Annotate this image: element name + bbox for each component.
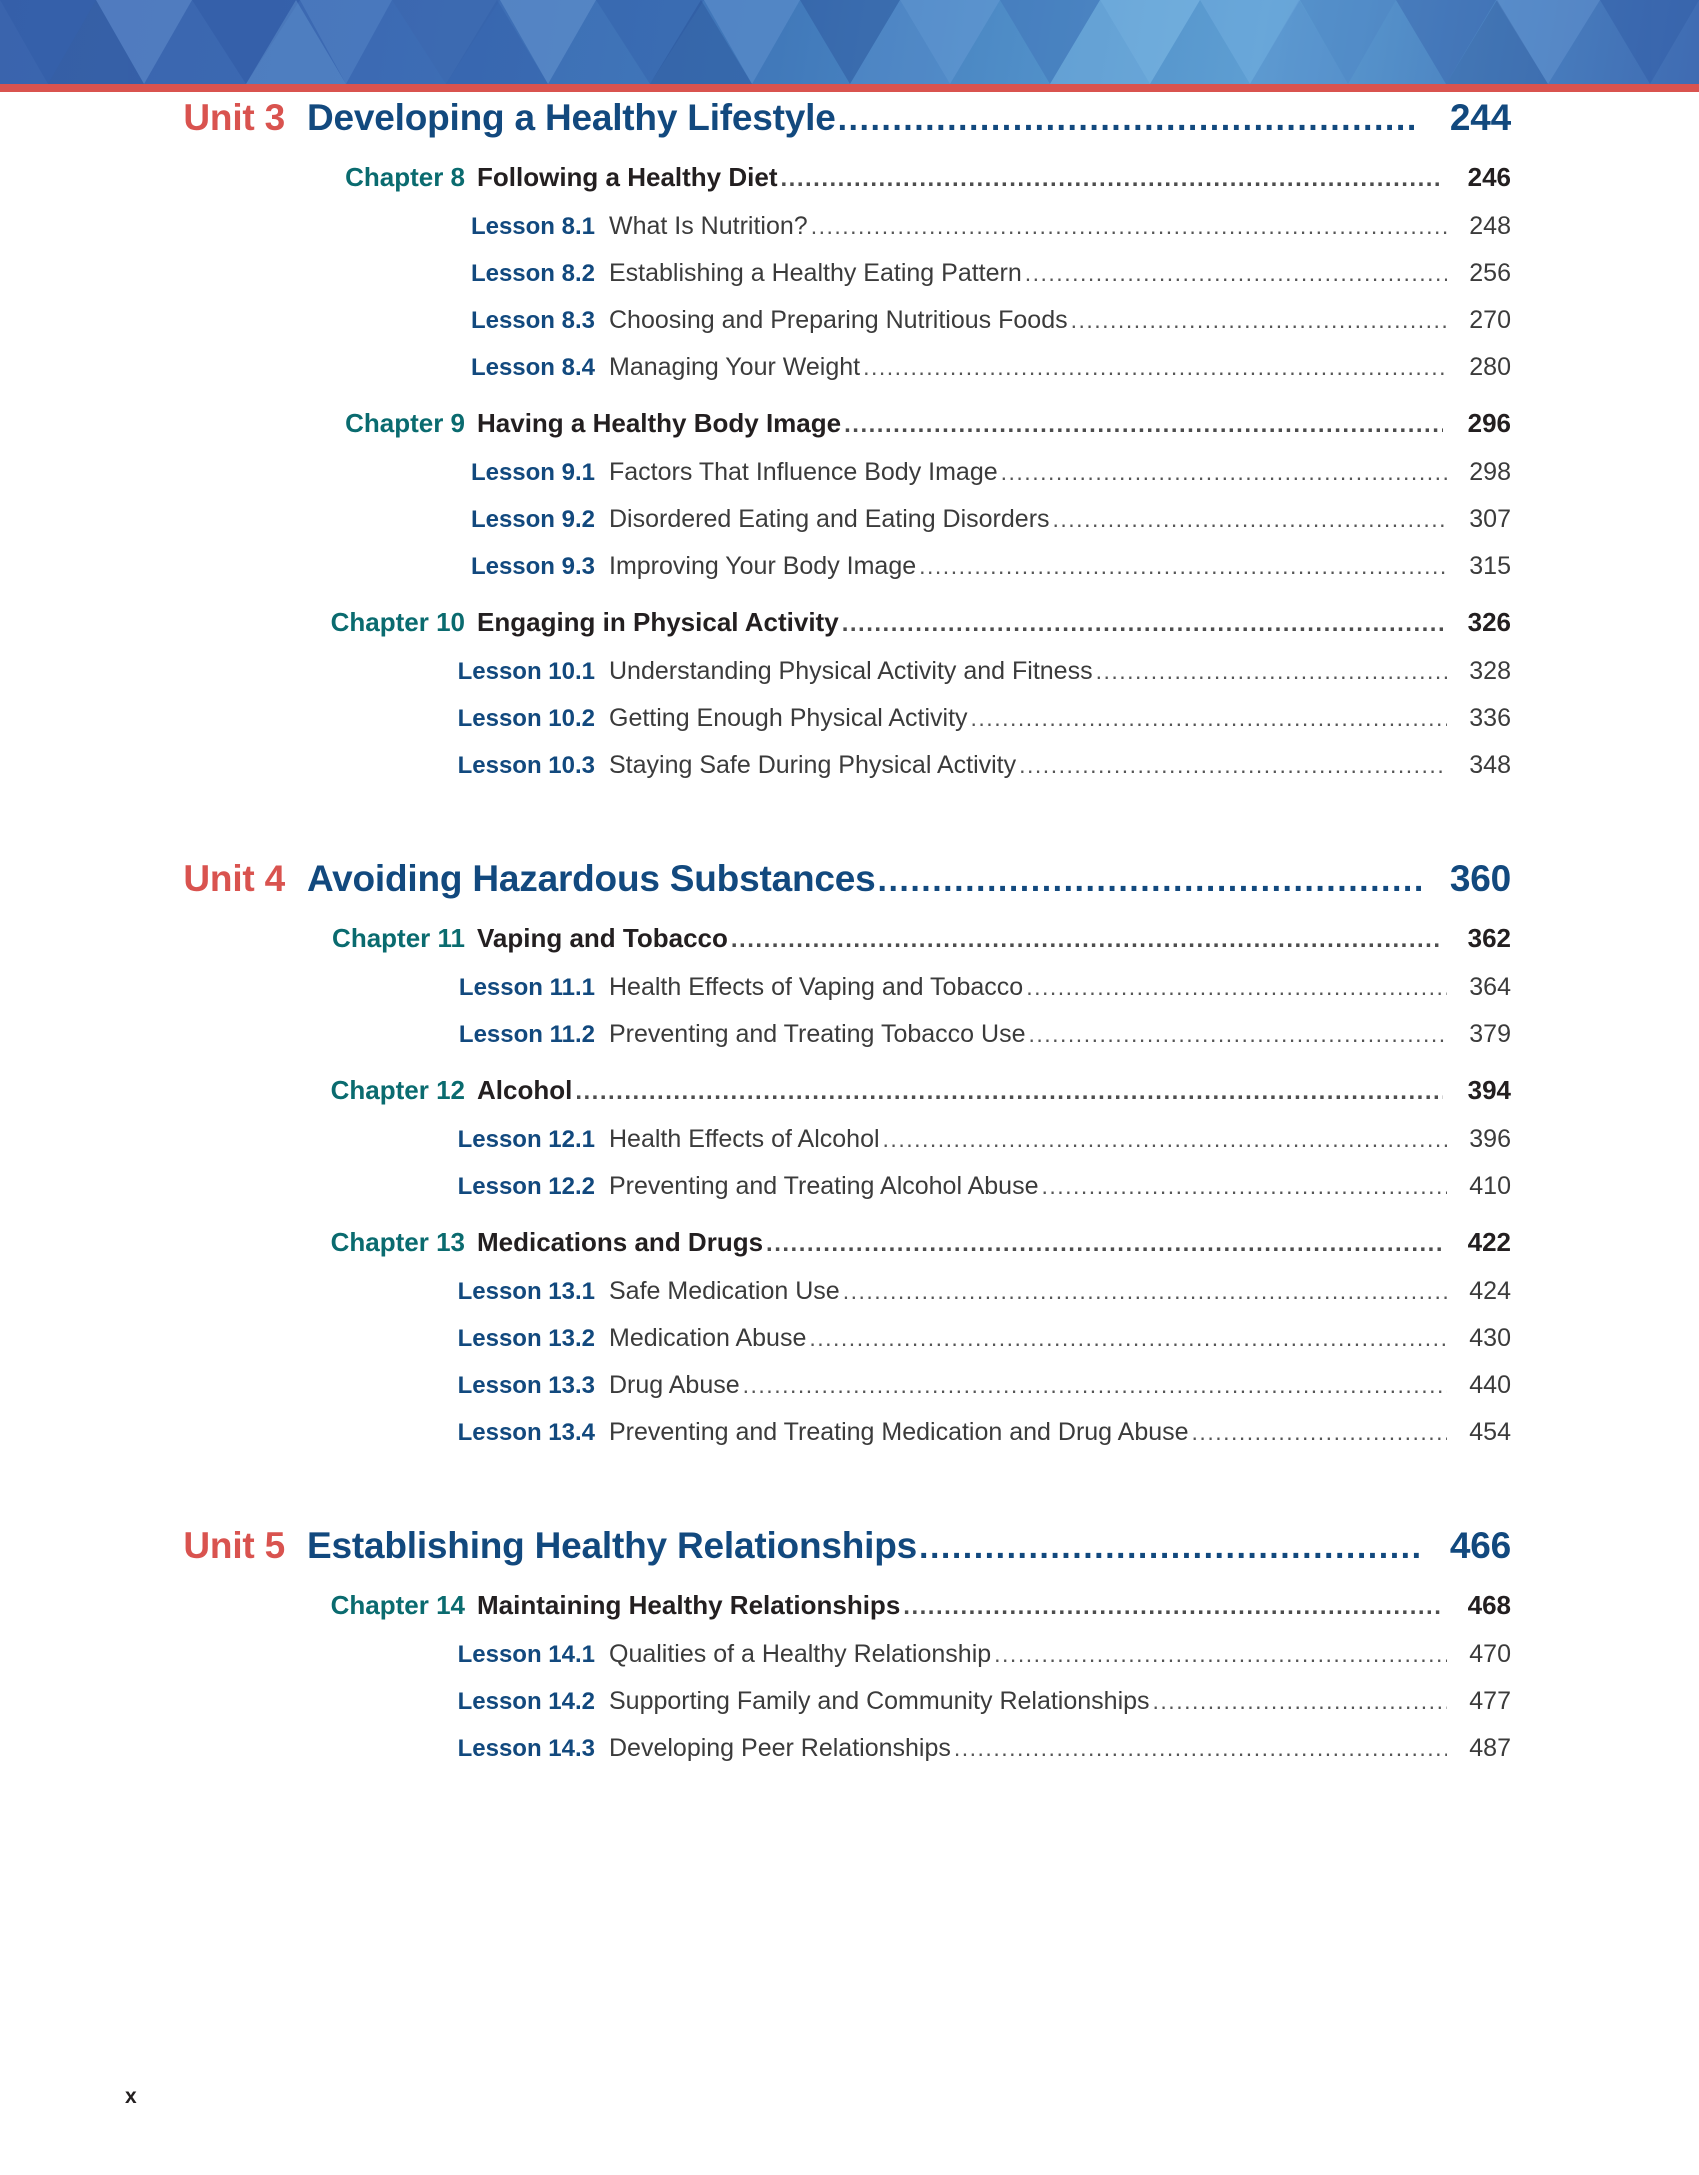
dot-leader [572,1070,1443,1114]
lesson-page-number: 396 [1469,1125,1511,1153]
dot-leader [841,403,1443,447]
lesson-page-number: 298 [1469,458,1511,486]
chapter-page-number: 246 [1467,162,1511,192]
lesson-list [0,648,1699,789]
chapter-number: Chapter 14 [330,1590,465,1620]
unit-title: Developing a Healthy Lifestyle [307,97,836,138]
lesson-list [0,449,1699,590]
table-of-contents [0,92,1699,1772]
chapter-page-number: 468 [1467,1590,1511,1620]
lesson-number: Lesson 9.2 [470,506,595,533]
lesson-page-number: 424 [1469,1277,1511,1305]
chapter-title: Vaping and Tobacco [477,923,728,953]
dot-leader [763,1222,1443,1266]
lesson-number: Lesson 13.3 [457,1372,595,1399]
chapter-entry[interactable] [125,600,1511,646]
lesson-list [0,1268,1699,1456]
lesson-title: Choosing and Preparing Nutritious Foods [609,306,1068,334]
lesson-page-number: 280 [1469,353,1511,381]
lesson-entry[interactable] [125,1678,1511,1725]
lesson-entry[interactable] [125,203,1511,250]
lesson-entry[interactable] [125,1315,1511,1362]
chapter-entry[interactable] [125,1068,1511,1114]
chapter-group [0,1220,1699,1456]
lesson-title: Preventing and Treating Medication and Drug Abuse [609,1418,1189,1446]
chapter-entry[interactable] [125,1220,1511,1266]
lesson-number: Lesson 13.1 [457,1278,595,1305]
dot-leader [1016,742,1447,788]
lesson-title: Getting Enough Physical Activity [609,704,968,732]
lesson-title: Health Effects of Vaping and Tobacco [609,973,1024,1001]
lesson-number: Lesson 10.2 [457,705,595,732]
dot-leader [951,1725,1447,1771]
lesson-entry[interactable] [125,742,1511,789]
chapter-group [0,600,1699,789]
lesson-title: Medication Abuse [609,1324,807,1352]
dot-leader [836,93,1419,145]
chapter-entry[interactable] [125,1583,1511,1629]
dot-leader [1025,1011,1447,1057]
lesson-entry[interactable] [125,964,1511,1011]
chapter-title: Engaging in Physical Activity [477,607,839,637]
lesson-number: Lesson 13.4 [457,1419,595,1446]
lesson-page-number: 477 [1469,1687,1511,1715]
unit-number: Unit 5 [183,1525,285,1566]
lesson-list [0,203,1699,391]
lesson-number: Lesson 12.2 [457,1173,595,1200]
lesson-title: Disordered Eating and Eating Disorders [609,505,1050,533]
unit-block [0,1520,1699,1772]
lesson-title: Establishing a Healthy Eating Pattern [609,259,1022,287]
lesson-entry[interactable] [125,648,1511,695]
lesson-entry[interactable] [125,543,1511,590]
lesson-number: Lesson 10.1 [457,658,595,685]
chapter-number: Chapter 10 [330,607,465,637]
unit-page-number: 466 [1449,1525,1511,1566]
lesson-title: Safe Medication Use [609,1277,840,1305]
lesson-entry[interactable] [125,250,1511,297]
dot-leader [839,602,1443,646]
lesson-page-number: 270 [1469,306,1511,334]
dot-leader [860,344,1447,390]
chapter-page-number: 394 [1467,1075,1511,1105]
lesson-list [0,964,1699,1058]
lesson-title: Qualities of a Healthy Relationship [609,1640,992,1668]
dot-leader [876,854,1426,906]
unit-number: Unit 3 [183,97,285,138]
lesson-title: Staying Safe During Physical Activity [609,751,1017,779]
lesson-title: Managing Your Weight [609,353,861,381]
lesson-title: Factors That Influence Body Image [609,458,998,486]
lesson-number: Lesson 10.3 [457,752,595,779]
lesson-entry[interactable] [125,1268,1511,1315]
lesson-title: Preventing and Treating Tobacco Use [609,1020,1026,1048]
lesson-page-number: 470 [1469,1640,1511,1668]
dot-leader [917,1521,1419,1573]
chapter-entry[interactable] [125,916,1511,962]
lesson-list [0,1116,1699,1210]
lesson-number: Lesson 14.2 [457,1688,595,1715]
chapter-group [0,916,1699,1058]
lesson-page-number: 440 [1469,1371,1511,1399]
lesson-title: Improving Your Body Image [609,552,917,580]
lesson-number: Lesson 14.1 [457,1641,595,1668]
header-accent-rule [0,84,1699,92]
chapter-title: Maintaining Healthy Relationships [477,1590,901,1620]
unit-block [0,853,1699,1456]
lesson-page-number: 248 [1469,212,1511,240]
lesson-entry[interactable] [125,496,1511,543]
unit-entry[interactable] [125,853,1511,906]
chapter-page-number: 326 [1467,607,1511,637]
unit-entry[interactable] [125,92,1511,145]
lesson-list [0,1631,1699,1772]
lesson-page-number: 379 [1469,1020,1511,1048]
dot-leader [1189,1409,1447,1455]
lesson-page-number: 364 [1469,973,1511,1001]
chapter-number: Chapter 9 [345,408,465,438]
dot-leader [880,1116,1447,1162]
lesson-entry[interactable] [125,1116,1511,1163]
lesson-entry[interactable] [125,449,1511,496]
dot-leader [900,1585,1443,1629]
page-header-banner [0,0,1699,84]
chapter-title: Alcohol [477,1075,573,1105]
chapter-page-number: 362 [1467,923,1511,953]
chapter-entry[interactable] [125,155,1511,201]
lesson-title: Developing Peer Relationships [609,1734,951,1762]
lesson-entry[interactable] [125,344,1511,391]
lesson-title: Preventing and Treating Alcohol Abuse [609,1172,1039,1200]
lesson-page-number: 328 [1469,657,1511,685]
lesson-entry[interactable] [125,1163,1511,1210]
dot-leader [991,1631,1447,1677]
chapter-title: Medications and Drugs [477,1227,764,1257]
lesson-number: Lesson 14.3 [457,1735,595,1762]
lesson-entry[interactable] [125,1011,1511,1058]
banner-triangle-pattern [0,0,1699,84]
lesson-number: Lesson 9.3 [470,553,595,580]
dot-leader [840,1268,1447,1314]
lesson-entry[interactable] [125,695,1511,742]
lesson-title: Supporting Family and Community Relationships [609,1687,1150,1715]
lesson-page-number: 348 [1469,751,1511,779]
lesson-number: Lesson 8.3 [470,307,595,334]
chapter-group [0,155,1699,391]
chapter-page-number: 422 [1467,1227,1511,1257]
chapter-group [0,1068,1699,1210]
dot-leader [1022,250,1447,296]
lesson-title: Drug Abuse [609,1371,740,1399]
dot-leader [808,203,1447,249]
lesson-number: Lesson 11.2 [458,1021,595,1048]
chapter-title: Following a Healthy Diet [477,162,778,192]
dot-leader [998,449,1447,495]
dot-leader [1150,1678,1447,1724]
lesson-number: Lesson 11.1 [458,974,595,1001]
dot-leader [916,543,1447,589]
dot-leader [968,695,1447,741]
lesson-number: Lesson 8.1 [470,213,595,240]
dot-leader [1023,964,1447,1010]
chapter-page-number: 296 [1467,408,1511,438]
lesson-page-number: 315 [1469,552,1511,580]
lesson-title: Health Effects of Alcohol [609,1125,880,1153]
lesson-entry[interactable] [125,1631,1511,1678]
lesson-number: Lesson 9.1 [470,459,595,486]
lesson-number: Lesson 12.1 [457,1126,595,1153]
lesson-page-number: 487 [1469,1734,1511,1762]
lesson-title: What Is Nutrition? [609,212,808,240]
lesson-page-number: 454 [1469,1418,1511,1446]
dot-leader [806,1315,1447,1361]
dot-leader [1038,1163,1447,1209]
chapter-number: Chapter 11 [332,923,465,953]
dot-leader [1068,297,1447,343]
chapter-group [0,401,1699,590]
unit-title: Establishing Healthy Relationships [307,1525,917,1566]
chapter-number: Chapter 13 [330,1227,465,1257]
dot-leader [728,918,1443,962]
dot-leader [1050,496,1447,542]
dot-leader [740,1362,1447,1408]
chapter-title: Having a Healthy Body Image [477,408,842,438]
unit-page-number: 244 [1449,97,1511,138]
unit-page-number: 360 [1449,858,1511,899]
lesson-entry[interactable] [125,1725,1511,1772]
unit-title: Avoiding Hazardous Substances [307,858,876,899]
lesson-page-number: 430 [1469,1324,1511,1352]
page-folio: x [125,2085,137,2108]
lesson-title: Understanding Physical Activity and Fitness [609,657,1093,685]
lesson-page-number: 256 [1469,259,1511,287]
lesson-number: Lesson 8.2 [470,260,595,287]
dot-leader [1093,648,1447,694]
lesson-page-number: 410 [1469,1172,1511,1200]
chapter-number: Chapter 12 [330,1075,465,1105]
lesson-entry[interactable] [125,1409,1511,1456]
unit-number: Unit 4 [183,858,285,899]
chapter-entry[interactable] [125,401,1511,447]
lesson-page-number: 336 [1469,704,1511,732]
lesson-number: Lesson 13.2 [457,1325,595,1352]
dot-leader [777,157,1443,201]
unit-block [0,92,1699,789]
unit-entry[interactable] [125,1520,1511,1573]
lesson-entry[interactable] [125,1362,1511,1409]
chapter-number: Chapter 8 [345,162,465,192]
lesson-number: Lesson 8.4 [470,354,595,381]
chapter-group [0,1583,1699,1772]
lesson-page-number: 307 [1469,505,1511,533]
lesson-entry[interactable] [125,297,1511,344]
